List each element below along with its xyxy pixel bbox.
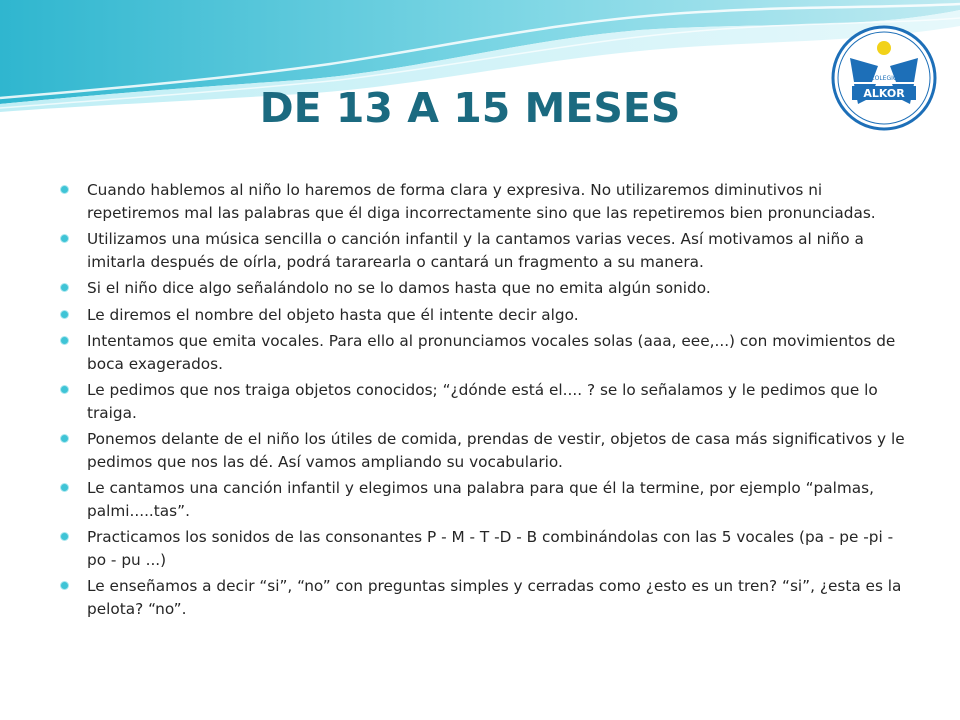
bullet-item bbox=[58, 379, 908, 424]
bullet-text: Cuando hablemos al niño lo haremos de forma clara y expresiva. No utilizaremos diminutivos ni repetiremos mal las palabras que él diga incorrectamente sino que las repetiremos bien pronunciadas. bbox=[87, 181, 876, 222]
bullet-dot-icon bbox=[61, 337, 68, 344]
bullet-list bbox=[58, 179, 908, 624]
bullet-item bbox=[58, 304, 908, 327]
bullet-dot-icon bbox=[61, 435, 68, 442]
bullet-dot-icon bbox=[61, 284, 68, 291]
bullet-dot-icon bbox=[61, 386, 68, 393]
bullet-item bbox=[58, 526, 908, 571]
bullet-dot-icon bbox=[61, 311, 68, 318]
bullet-text: Le cantamos una canción infantil y elegimos una palabra para que él la termine, por ejemplo “palmas, palmi.....tas”. bbox=[87, 479, 874, 520]
bullet-item bbox=[58, 277, 908, 300]
bullet-dot-icon bbox=[61, 533, 68, 540]
bullet-item bbox=[58, 179, 908, 224]
logo-colegio-text: COLEGIO bbox=[870, 75, 898, 82]
bullet-dot-icon bbox=[61, 484, 68, 491]
bullet-item bbox=[58, 330, 908, 375]
bullet-text: Utilizamos una música sencilla o canción infantil y la cantamos varias veces. Así motivamos al niño a imitarla después de oírla, podrá tararearla o cantará un fragmento a su manera. bbox=[87, 230, 864, 271]
bullet-item bbox=[58, 575, 908, 620]
bullet-text: Le pedimos que nos traiga objetos conocidos; “¿dónde está el.... ? se lo señalamos y le pedimos que lo traiga. bbox=[87, 381, 878, 422]
bullet-item bbox=[58, 428, 908, 473]
bullet-dot-icon bbox=[61, 186, 68, 193]
bullet-item bbox=[58, 477, 908, 522]
bullet-dot-icon bbox=[61, 582, 68, 589]
bullet-text: Le diremos el nombre del objeto hasta que él intente decir algo. bbox=[87, 305, 579, 324]
bullet-text: Ponemos delante de el niño los útiles de comida, prendas de vestir, objetos de casa más significativos y le pedimos que nos las dé. Así vamos ampliando su vocabulario. bbox=[87, 430, 905, 471]
logo-alkor-text: ALKOR bbox=[863, 87, 905, 100]
bullet-item bbox=[58, 228, 908, 273]
bullet-text: Si el niño dice algo señalándolo no se lo damos hasta que no emita algún sonido. bbox=[87, 279, 711, 297]
bullet-text: Le enseñamos a decir “si”, “no” con preguntas simples y cerradas como ¿esto es un tren? “si”, ¿esta es la pelota? “no”. bbox=[87, 577, 902, 618]
bullet-text: Practicamos los sonidos de las consonantes P - M - T -D - B combinándolas con las 5 vocales (pa - pe -pi -po - pu ...) bbox=[87, 528, 894, 569]
slide-title: DE 13 A 15 MESES bbox=[259, 84, 681, 132]
bullet-text: Intentamos que emita vocales. Para ello al pronunciamos vocales solas (aaa, eee,...) con movimientos de boca exagerados. bbox=[87, 332, 896, 373]
bullet-dot-icon bbox=[61, 235, 68, 242]
sun-icon bbox=[877, 41, 891, 55]
